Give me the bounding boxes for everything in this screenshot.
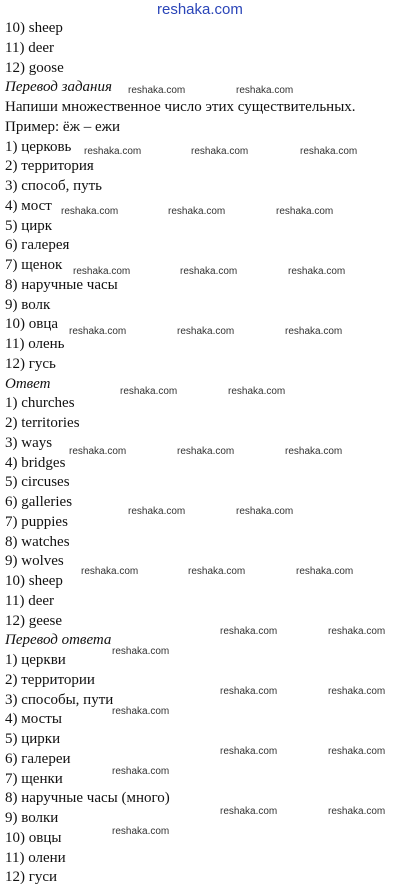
watermark: reshaka.com: [300, 146, 358, 157]
text-line: 12) goose: [5, 59, 64, 76]
watermark: reshaka.com: [220, 686, 278, 697]
watermark: reshaka.com: [81, 566, 139, 577]
watermark: reshaka.com: [285, 446, 343, 457]
watermark: reshaka.com: [228, 386, 286, 397]
watermark: reshaka.com: [288, 266, 346, 277]
text-line: 3) способ, путь: [5, 178, 103, 194]
text-line: 8) наручные часы: [5, 276, 118, 293]
text-line: 5) цирки: [5, 731, 61, 747]
text-line: 4) bridges: [5, 454, 66, 471]
text-line: 11) deer: [5, 39, 54, 56]
text-line: 5) circuses: [5, 474, 70, 491]
watermark: reshaka.com: [220, 626, 278, 637]
text-line: 6) галерея: [5, 237, 70, 254]
watermark: reshaka.com: [112, 766, 170, 777]
text-line: 7) puppies: [5, 513, 68, 530]
watermark: reshaka.com: [191, 146, 249, 157]
watermark: reshaka.com: [220, 746, 278, 757]
watermark: reshaka.com: [296, 566, 354, 577]
text-line: Напиши множественное число этих существительных.: [5, 99, 356, 115]
site-header-logo[interactable]: reshaka.com: [157, 1, 243, 18]
watermark: reshaka.com: [84, 146, 142, 157]
text-line: 8) наручные часы (много): [5, 790, 170, 807]
watermark: reshaka.com: [188, 566, 246, 577]
text-line: 11) олень: [5, 336, 65, 352]
section-heading: Ответ: [5, 375, 51, 392]
text-line: 4) мосты: [5, 711, 62, 728]
watermark: reshaka.com: [236, 506, 294, 517]
text-line: 2) территория: [5, 158, 94, 175]
text-line: 2) territories: [5, 415, 80, 431]
text-line: 12) geese: [5, 612, 63, 629]
text-line: 1) церковь: [5, 138, 72, 155]
watermark: reshaka.com: [177, 326, 235, 337]
watermark: reshaka.com: [112, 646, 170, 657]
watermark: reshaka.com: [69, 446, 127, 457]
watermark: reshaka.com: [128, 506, 186, 517]
watermark: reshaka.com: [328, 806, 386, 817]
text-line: 7) щенки: [5, 770, 63, 787]
text-line: 2) территории: [5, 671, 95, 688]
watermark: reshaka.com: [236, 85, 294, 96]
text-line: 8) watches: [5, 533, 70, 550]
watermark: reshaka.com: [180, 266, 238, 277]
watermark: reshaka.com: [73, 266, 131, 277]
watermark: reshaka.com: [177, 446, 235, 457]
watermark: reshaka.com: [120, 386, 178, 397]
watermark: reshaka.com: [328, 626, 386, 637]
text-line: 10) sheep: [5, 20, 63, 36]
text-line: 7) щенок: [5, 257, 63, 273]
watermark: reshaka.com: [128, 85, 186, 96]
text-line: Пример: ёж – ежи: [5, 118, 120, 135]
text-line: 12) гусь: [5, 355, 56, 372]
text-line: 12) гуси: [5, 869, 58, 886]
watermark: reshaka.com: [328, 686, 386, 697]
text-line: 10) sheep: [5, 573, 63, 589]
section-heading: Перевод задания: [5, 79, 112, 96]
text-line: 9) wolves: [5, 553, 64, 570]
watermark: reshaka.com: [285, 326, 343, 337]
text-line: 5) цирк: [5, 217, 53, 234]
watermark: reshaka.com: [220, 806, 278, 817]
text-line: 11) deer: [5, 592, 54, 609]
text-line: 4) мост: [5, 197, 52, 214]
text-line: 10) овцы: [5, 829, 62, 846]
text-line: 3) ways: [5, 434, 53, 451]
watermark: reshaka.com: [168, 206, 226, 217]
watermark: reshaka.com: [112, 826, 170, 837]
text-line: 1) churches: [5, 395, 75, 412]
watermark: reshaka.com: [112, 706, 170, 717]
text-line: 6) galleries: [5, 494, 73, 510]
watermark: reshaka.com: [328, 746, 386, 757]
text-line: 9) волки: [5, 810, 59, 826]
watermark: reshaka.com: [69, 326, 127, 337]
text-line: 6) галереи: [5, 750, 71, 767]
text-line: 9) волк: [5, 296, 51, 313]
watermark: reshaka.com: [276, 206, 334, 217]
text-line: 3) способы, пути: [5, 691, 114, 708]
text-line: 10) овца: [5, 316, 59, 333]
text-line: 11) олени: [5, 849, 66, 866]
text-line: 1) церкви: [5, 652, 66, 668]
section-heading: Перевод ответа: [5, 632, 112, 649]
watermark: reshaka.com: [61, 206, 119, 217]
